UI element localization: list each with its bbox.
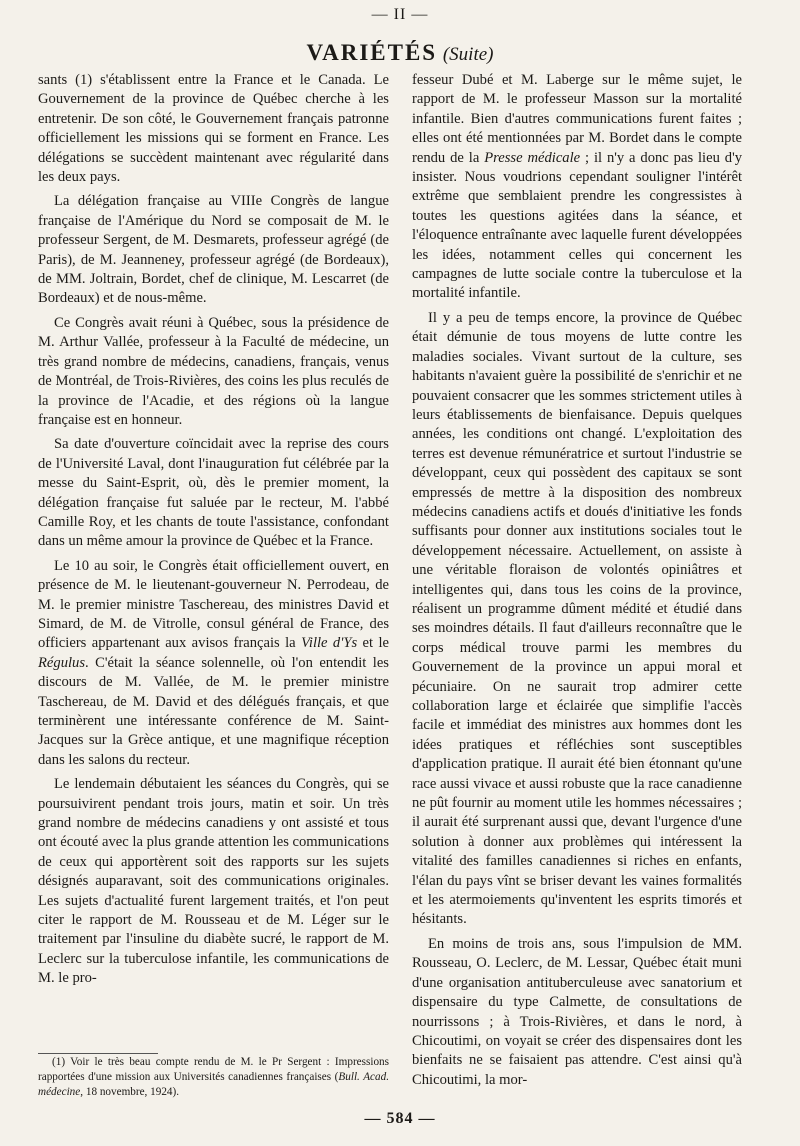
paragraph-text: et le xyxy=(362,635,390,652)
paragraph: En moins de trois ans, sous l'impulsion de MM. Rousseau, O. Leclerc, de M. Lessar, Québec était muni d'une organisation antituberculeuse avec sanatorium et dispensaire du type Calmette, de consultations de nourrissons ; à Trois-Rivières, et dans le nord, à Chicoutimi, on voyait se créer des dispensaires dont les bienfaits ne se faisaient pas attendre. C'est ainsi qu'à Chicoutimi, la mor- xyxy=(412,935,742,1088)
paragraph: sants (1) s'établissent entre la France et le Canada. Le Gouvernement de la province de Québec cherche à les entretenir. De son côté, le Gouvernement français patronne officiellement les missions qui se forment en France. Les délégations se succèdent maintenant avec régularité dans les deux pays. xyxy=(38,72,389,186)
paragraph-text: Le 10 au soir, le Congrès était officiellement ouvert, en présence de M. le lieutenant-gouverneur N. Perrodeau, de M. le premier ministre Taschereau, des ministres David et Simard, de M. de Vitrolle, consul général de France, des officiers appartenant aux avisos français la xyxy=(38,557,389,652)
right-column xyxy=(412,71,742,1090)
page-number: — 584 — xyxy=(364,1110,436,1127)
ship-name: Ville d'Ys xyxy=(301,635,358,652)
footnote-rule xyxy=(38,1053,158,1054)
paragraph-text: . C'était la séance solennelle, où l'on entendit les discours de M. Vallée, de M. le premier ministre Taschereau, de M. David et des délégués français, et que terminèrent une intéressante conférence de M. Saint-Jacques sur la Grèce antique, et une magnifique réception dans les salons du recteur. xyxy=(38,654,389,768)
paragraph xyxy=(412,71,742,304)
footnote-text: (1) Voir le très beau compte rendu de M. le Pr Sergent : Impressions rapportées d'une mission aux Universités canadiennes françaises ( xyxy=(38,1056,389,1083)
paragraph-text: ; il n'y a donc pas lieu d'y insister. Nous voudrions cependant souligner l'intérêt extrême que semblaient prendre les congressistes à toutes les questions agitées dans la séance, et l'éloquence entraînante avec laquelle furent développées les idées, notamment celles qui concernent les campagnes de lutte sociale contre la tuberculose et la mortalité infantile. xyxy=(412,149,742,302)
journal-title: Presse médicale xyxy=(484,149,581,166)
section-subtitle: (Suite) xyxy=(442,44,494,65)
ship-name: Régulus xyxy=(38,654,86,671)
paragraph xyxy=(38,557,389,770)
footnote xyxy=(38,1055,389,1100)
footnote-source: Bull. Acad. médecine xyxy=(38,1071,390,1098)
paragraph: La délégation française au VIIIe Congrès de langue française de l'Amérique du Nord se composait de M. le professeur Sergent, de M. Desmarets, professeur agrégé (de Paris), de M. Jeanneney, professeur agrégé (de Bordeaux), de MM. Joltrain, Bordet, chef de clinique, M. Lescarret (de Bordeaux) et de nous-même. xyxy=(38,193,389,307)
paragraph: Sa date d'ouverture coïncidait avec la reprise des cours de l'Université Laval, dont l'inauguration fut célébrée par la messe du Saint-Esprit, où, dès le premier moment, la délégation française fut saluée par le recteur, M. l'abbé Camille Roy, et les chants de toute l'assistance, confondant dans un même amour la province de Québec et la France. xyxy=(38,436,389,550)
paragraph: Il y a peu de temps encore, la province de Québec était démunie de tous moyens de lutte contre les maladies sociales. Vivant surtout de la culture, ses habitants n'avaient guère la possibilité de s'enrichir et ne pouvaient consacrer que les sommes strictement utiles à leurs établissements de bienfaisance. Depuis quelques années, les conditions ont changé. L'exploitation des terres est devenue rémunératrice et surtout l'industrie se développant, ceux qui possèdent des capitaux se sont empressés de mettre à la disposition des nombreux médecins canadiens actifs et doués d'initiative les fonds suffisants pour donner aux institutions sociales tout le développement nécessaire. Actuellement, on assiste à une véritable floraison de volontés opiniâtres et intelligentes qui, dans tous les coins de la province, réalisent un programme dûment médité et étudié dans ses moindres détails. Il faut d'ailleurs reconnaître que le corps médical trouve parmi les membres du Gouvernement de la province un appui moral et pécuniaire. On ne saurait trop admirer cette collaboration large et éclairée que simplifie l'accès facile et immédiat des ministres aux hommes dont les idées pratiques et réfléchies sont susceptibles d'application pratique. Il aurait été bien étonnant qu'une race aussi vivace et aussi robuste que la race canadienne ne pût fournir au moment utile les hommes nécessaires ; il aurait été surprenant aussi que, devant l'urgence d'une solution à donner aux problèmes qui intéressent la vitalité des familles canadiennes si riches en enfants, l'élan du pays vînt se briser devant les vaines formalités et les atermoiements qu'inventent les esprits timorés et hésitants. xyxy=(412,309,742,928)
page-top-number: — II — xyxy=(371,6,429,23)
left-column xyxy=(38,71,389,989)
footnote-text: , 18 novembre, 1924). xyxy=(80,1086,180,1098)
section-heading xyxy=(0,40,800,68)
section-title: VARIÉTÉS xyxy=(306,40,438,65)
paragraph: Le lendemain débutaient les séances du Congrès, qui se poursuivirent pendant trois jours, matin et soir. Un très grand nombre de médecins canadiens y ont assisté et tous ont écouté avec la plus grande attention les communications de ceux qui apportèrent soit des rapports sur les sujets désignés auparavant, soit des communications originales. Les sujets d'actualité furent largement traités, et l'on peut citer le rapport de M. Rousseau et de M. Léger sur le traitement par l'insuline du diabète sucré, le rapport de M. Leclerc sur la tuberculose infantile, les communications de M. le pro- xyxy=(38,776,389,987)
paragraph-text: fesseur Dubé et M. Laberge sur le même sujet, le rapport de M. le professeur Masson sur la mortalité infantile. Bien d'autres communications furent faites ; elles ont été mentionnées par M. Bordet dans le compte rendu de la xyxy=(412,72,742,166)
paragraph: Ce Congrès avait réuni à Québec, sous la présidence de M. Arthur Vallée, professeur à la Faculté de médecine, un très grand nombre de médecins, canadiens, français, venus de Montréal, de Trois-Rivières, des coins les plus reculés de la province de l'Acadie, et des régions où la langue française est en honneur. xyxy=(38,314,389,428)
